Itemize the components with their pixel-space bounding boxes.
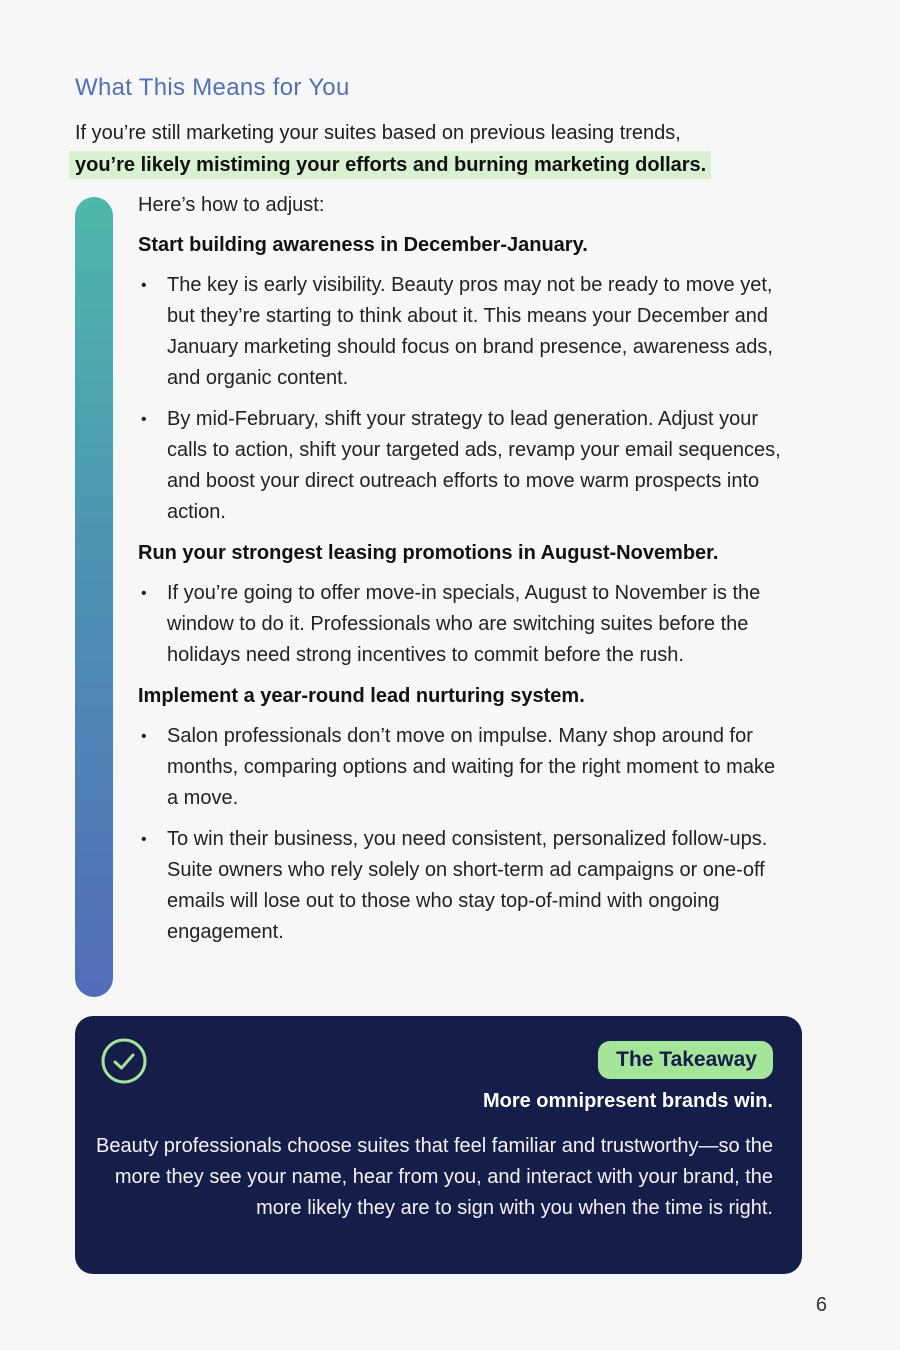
intro-highlight: you’re likely mistiming your efforts and burning marketing dollars. bbox=[69, 151, 711, 179]
check-circle-icon bbox=[101, 1038, 147, 1084]
takeaway-badge: The Takeaway bbox=[598, 1041, 773, 1079]
subheading-nurturing: Implement a year-round lead nurturing system. bbox=[138, 685, 585, 707]
list-item: • The key is early visibility. Beauty pros may not be ready to move yet, but they’re starting to think about it. This means your December and January marketing should focus on brand presence, awareness ads, and organic content. bbox=[138, 270, 783, 394]
lead-text: Here’s how to adjust: bbox=[138, 194, 325, 216]
bullet-list-nurturing bbox=[138, 721, 783, 948]
advice-content bbox=[138, 190, 783, 958]
takeaway-box bbox=[75, 1016, 802, 1274]
bullet-list-awareness bbox=[138, 270, 783, 528]
intro-paragraph bbox=[75, 118, 795, 181]
bullet-list-promotions bbox=[138, 578, 783, 671]
list-item: • To win their business, you need consistent, personalized follow-ups. Suite owners who rely solely on short-term ad campaigns or one-off emails will lose out to those who stay top-of-mind with ongoing engagement. bbox=[138, 824, 783, 948]
page-number: 6 bbox=[815, 1294, 827, 1316]
subheading-promotions: Run your strongest leasing promotions in August-November. bbox=[138, 542, 719, 564]
section-heading: What This Means for You bbox=[75, 74, 350, 101]
list-item: • Salon professionals don’t move on impulse. Many shop around for months, comparing options and waiting for the right moment to make a move. bbox=[138, 721, 783, 814]
takeaway-body: Beauty professionals choose suites that feel familiar and trustworthy—so the more they see your name, hear from you, and interact with your brand, the more likely they are to sign with you when the time is right. bbox=[95, 1135, 773, 1219]
takeaway-title: More omnipresent brands win. bbox=[482, 1090, 773, 1112]
list-item: • If you’re going to offer move-in specials, August to November is the window to do it. Professionals who are switching suites before the holidays need strong incentives to commit before the rush. bbox=[138, 578, 783, 671]
subheading-awareness: Start building awareness in December-January. bbox=[138, 234, 588, 256]
gradient-accent-bar bbox=[75, 197, 113, 997]
intro-text: If you’re still marketing your suites based on previous leasing trends, bbox=[75, 122, 681, 144]
list-item: • By mid-February, shift your strategy to lead generation. Adjust your calls to action, shift your targeted ads, revamp your email sequences, and boost your direct outreach efforts to move warm prospects into action. bbox=[138, 404, 783, 528]
